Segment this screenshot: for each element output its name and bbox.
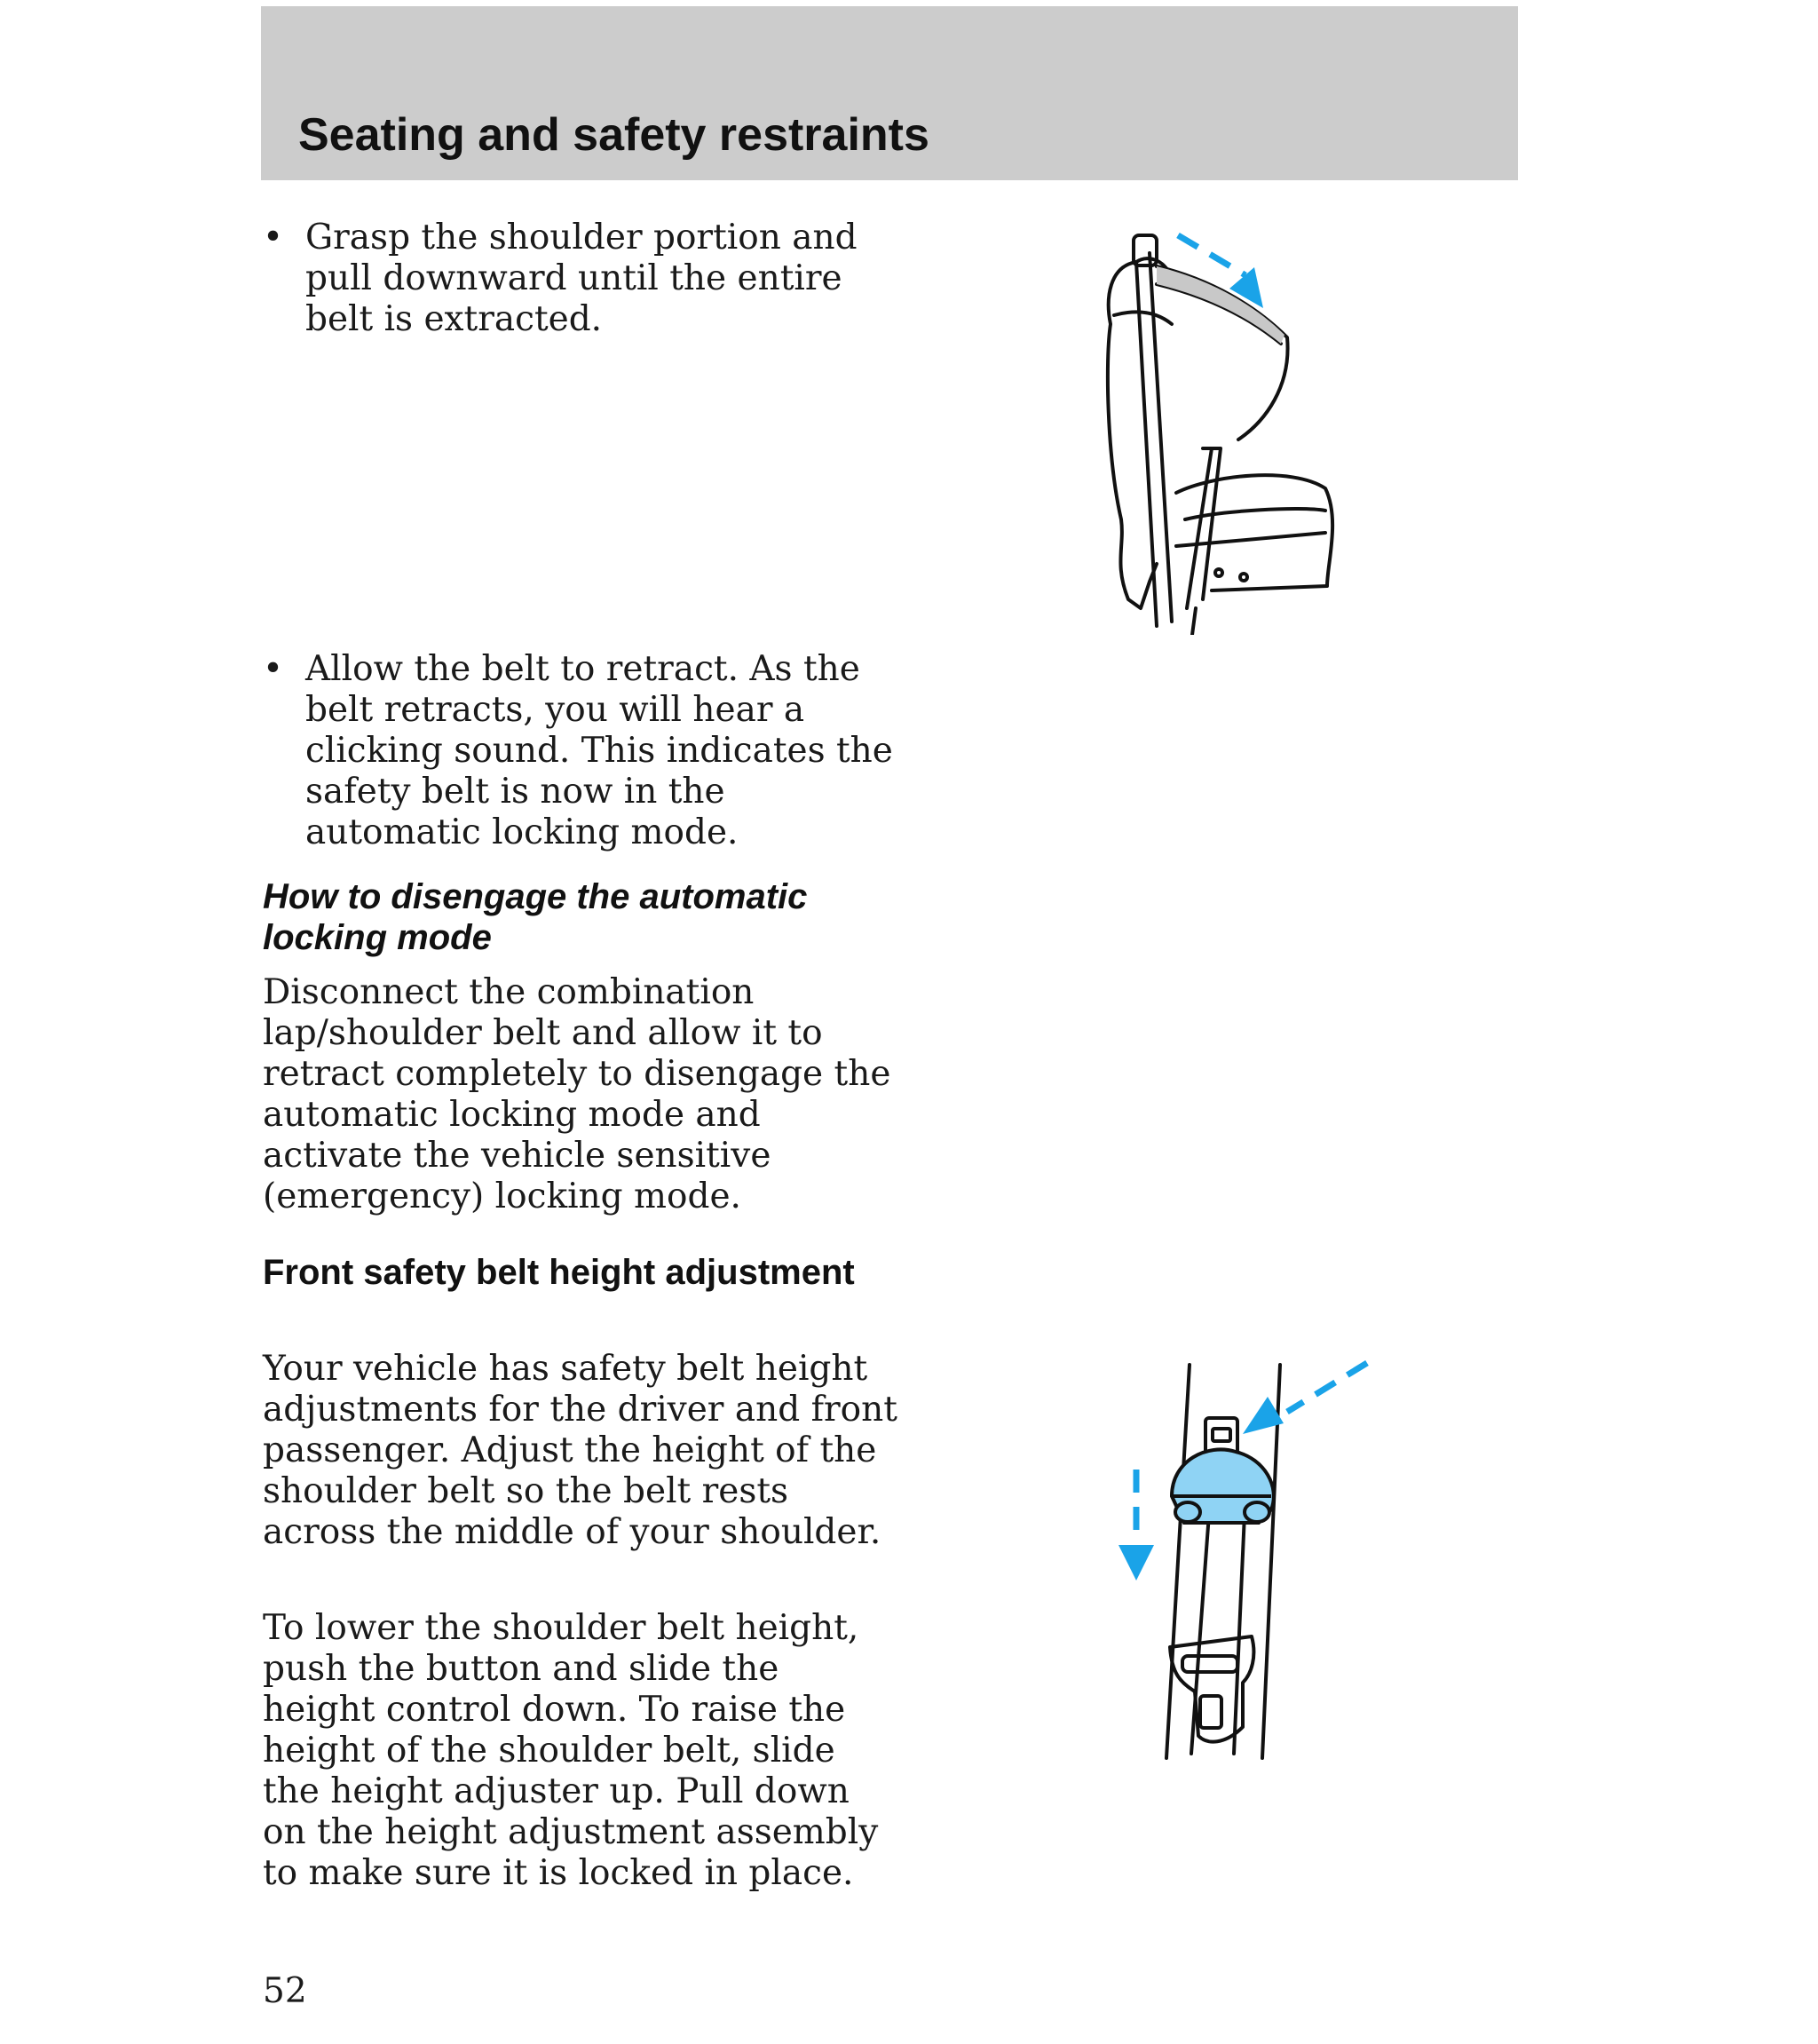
bullet-text: Allow the belt to retract. As the belt retracts, you will hear a clicking sound. This indicates the safety belt is now in the automatic locking mode. bbox=[305, 649, 893, 852]
bullet-marker: • bbox=[263, 218, 284, 257]
bullet-item-allow-retract bbox=[263, 649, 902, 853]
bullet-marker: • bbox=[263, 649, 284, 689]
height-adjustment-heading: Front safety belt height adjustment bbox=[263, 1253, 855, 1292]
page-title: Seating and safety restraints bbox=[298, 109, 929, 161]
height-adjustment-paragraph-2: To lower the shoulder belt height, push the button and slide the height control down. To raise the height of the shoulder belt, slide the height adjuster up. Pull down on the height adjustment assembly to make sure it is locked in place. bbox=[263, 1608, 879, 1893]
page-number: 52 bbox=[263, 1971, 307, 2011]
bullet-text: Grasp the shoulder portion and pull downward until the entire belt is extracted. bbox=[305, 218, 858, 339]
bullet-item-grasp-shoulder bbox=[263, 218, 902, 340]
disengage-body: Disconnect the combination lap/shoulder belt and allow it to retract completely to disengage the automatic locking mode and activate the vehicle sensitive (emergency) locking mode. bbox=[263, 972, 891, 1216]
seat-belt-extraction-illustration bbox=[1087, 226, 1354, 635]
disengage-heading: How to disengage the automatic locking mode bbox=[263, 877, 808, 957]
height-adjuster-illustration bbox=[1110, 1354, 1376, 1763]
height-adjustment-paragraph-1: Your vehicle has safety belt height adjustments for the driver and front passenger. Adjust the height of the shoulder belt so the belt rests across the middle of your shoulder. bbox=[263, 1349, 897, 1552]
